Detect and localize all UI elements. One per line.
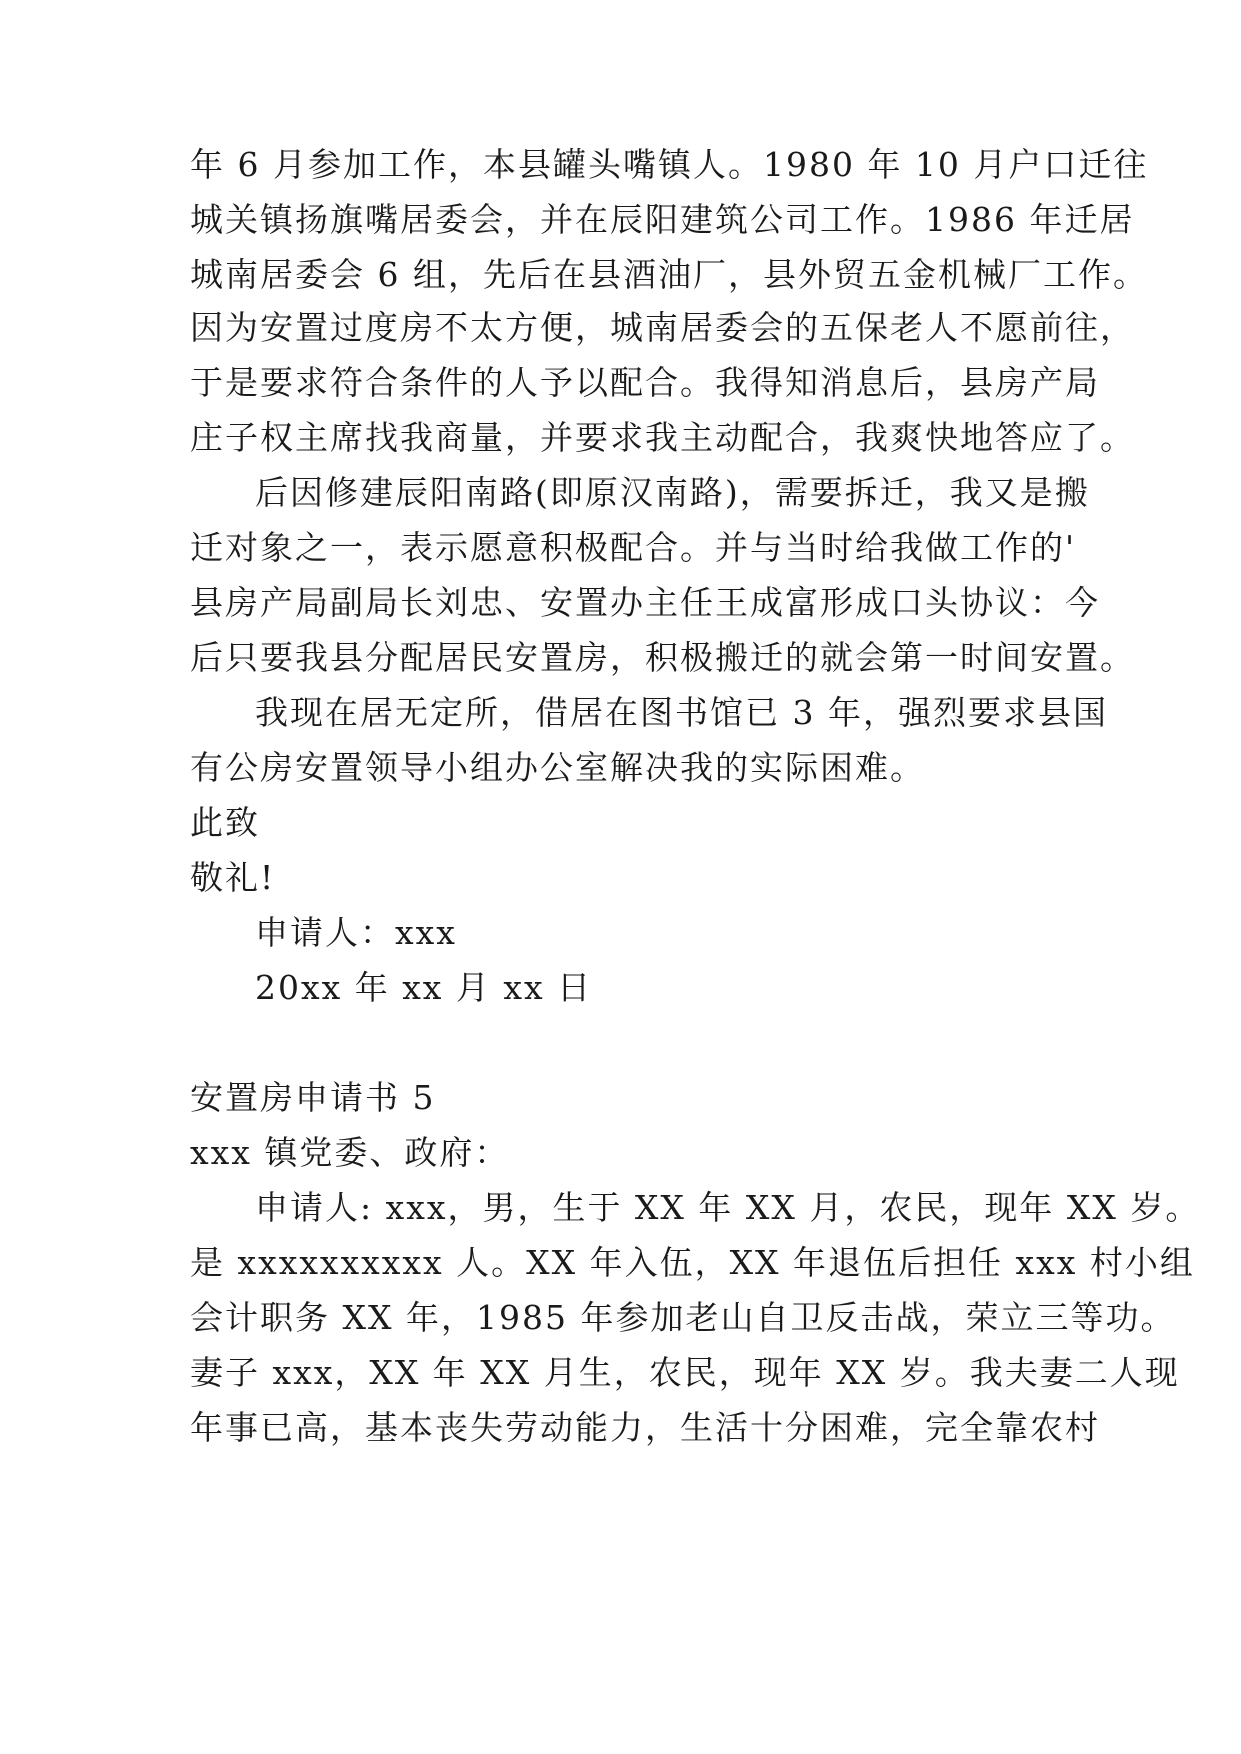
body-line: 庄子权主席找我商量，并要求我主动配合，我爽快地答应了。 (190, 418, 1135, 457)
body-line: 妻子 xxx，XX 年 XX 月生，农民，现年 XX 岁。我夫妻二人现 (190, 1353, 1180, 1392)
closing-salutation: 此致 (190, 803, 260, 842)
body-line: 于是要求符合条件的人予以配合。我得知消息后，县房产局 (190, 363, 1100, 402)
signature-date: 20xx 年 xx 月 xx 日 (255, 968, 593, 1007)
addressee: xxx 镇党委、政府： (190, 1133, 510, 1172)
body-line: 因为安置过度房不太方便，城南居委会的五保老人不愿前往， (190, 308, 1135, 347)
paragraph-first-line: 申请人: xxx，男，生于 XX 年 XX 月，农民，现年 XX 岁。 (255, 1188, 1201, 1227)
body-line: 有公房安置领导小组办公室解决我的实际困难。 (190, 748, 925, 787)
body-line: 年事已高，基本丧失劳动能力，生活十分困难，完全靠农村 (190, 1408, 1100, 1447)
body-line: 县房产局副局长刘忠、安置办主任王成富形成口头协议：今 (190, 583, 1100, 622)
body-line: 是 xxxxxxxxxx 人。XX 年入伍，XX 年退伍后担任 xxx 村小组 (190, 1243, 1195, 1282)
body-line: 城南居委会 6 组，先后在县酒油厂，县外贸五金机械厂工作。 (190, 255, 1148, 294)
applicant-signature: 申请人：xxx (255, 913, 457, 952)
body-line: 迁对象之一，表示愿意积极配合。并与当时给我做工作的' (190, 528, 1077, 567)
body-line: 会计职务 XX 年，1985 年参加老山自卫反击战，荣立三等功。 (190, 1298, 1176, 1337)
body-line: 城关镇扬旗嘴居委会，并在辰阳建筑公司工作。1986 年迁居 (190, 200, 1135, 239)
document-title: 安置房申请书 5 (190, 1078, 436, 1117)
paragraph-first-line: 我现在居无定所，借居在图书馆已 3 年，强烈要求县国 (255, 693, 1108, 732)
closing-regards: 敬礼! (190, 858, 276, 897)
paragraph-first-line: 后因修建辰阳南路(即原汉南路)，需要拆迁，我又是搬 (255, 473, 1090, 512)
body-line: 年 6 月参加工作，本县罐头嘴镇人。1980 年 10 月户口迁往 (190, 145, 1149, 184)
body-line: 后只要我县分配居民安置房，积极搬迁的就会第一时间安置。 (190, 638, 1135, 677)
